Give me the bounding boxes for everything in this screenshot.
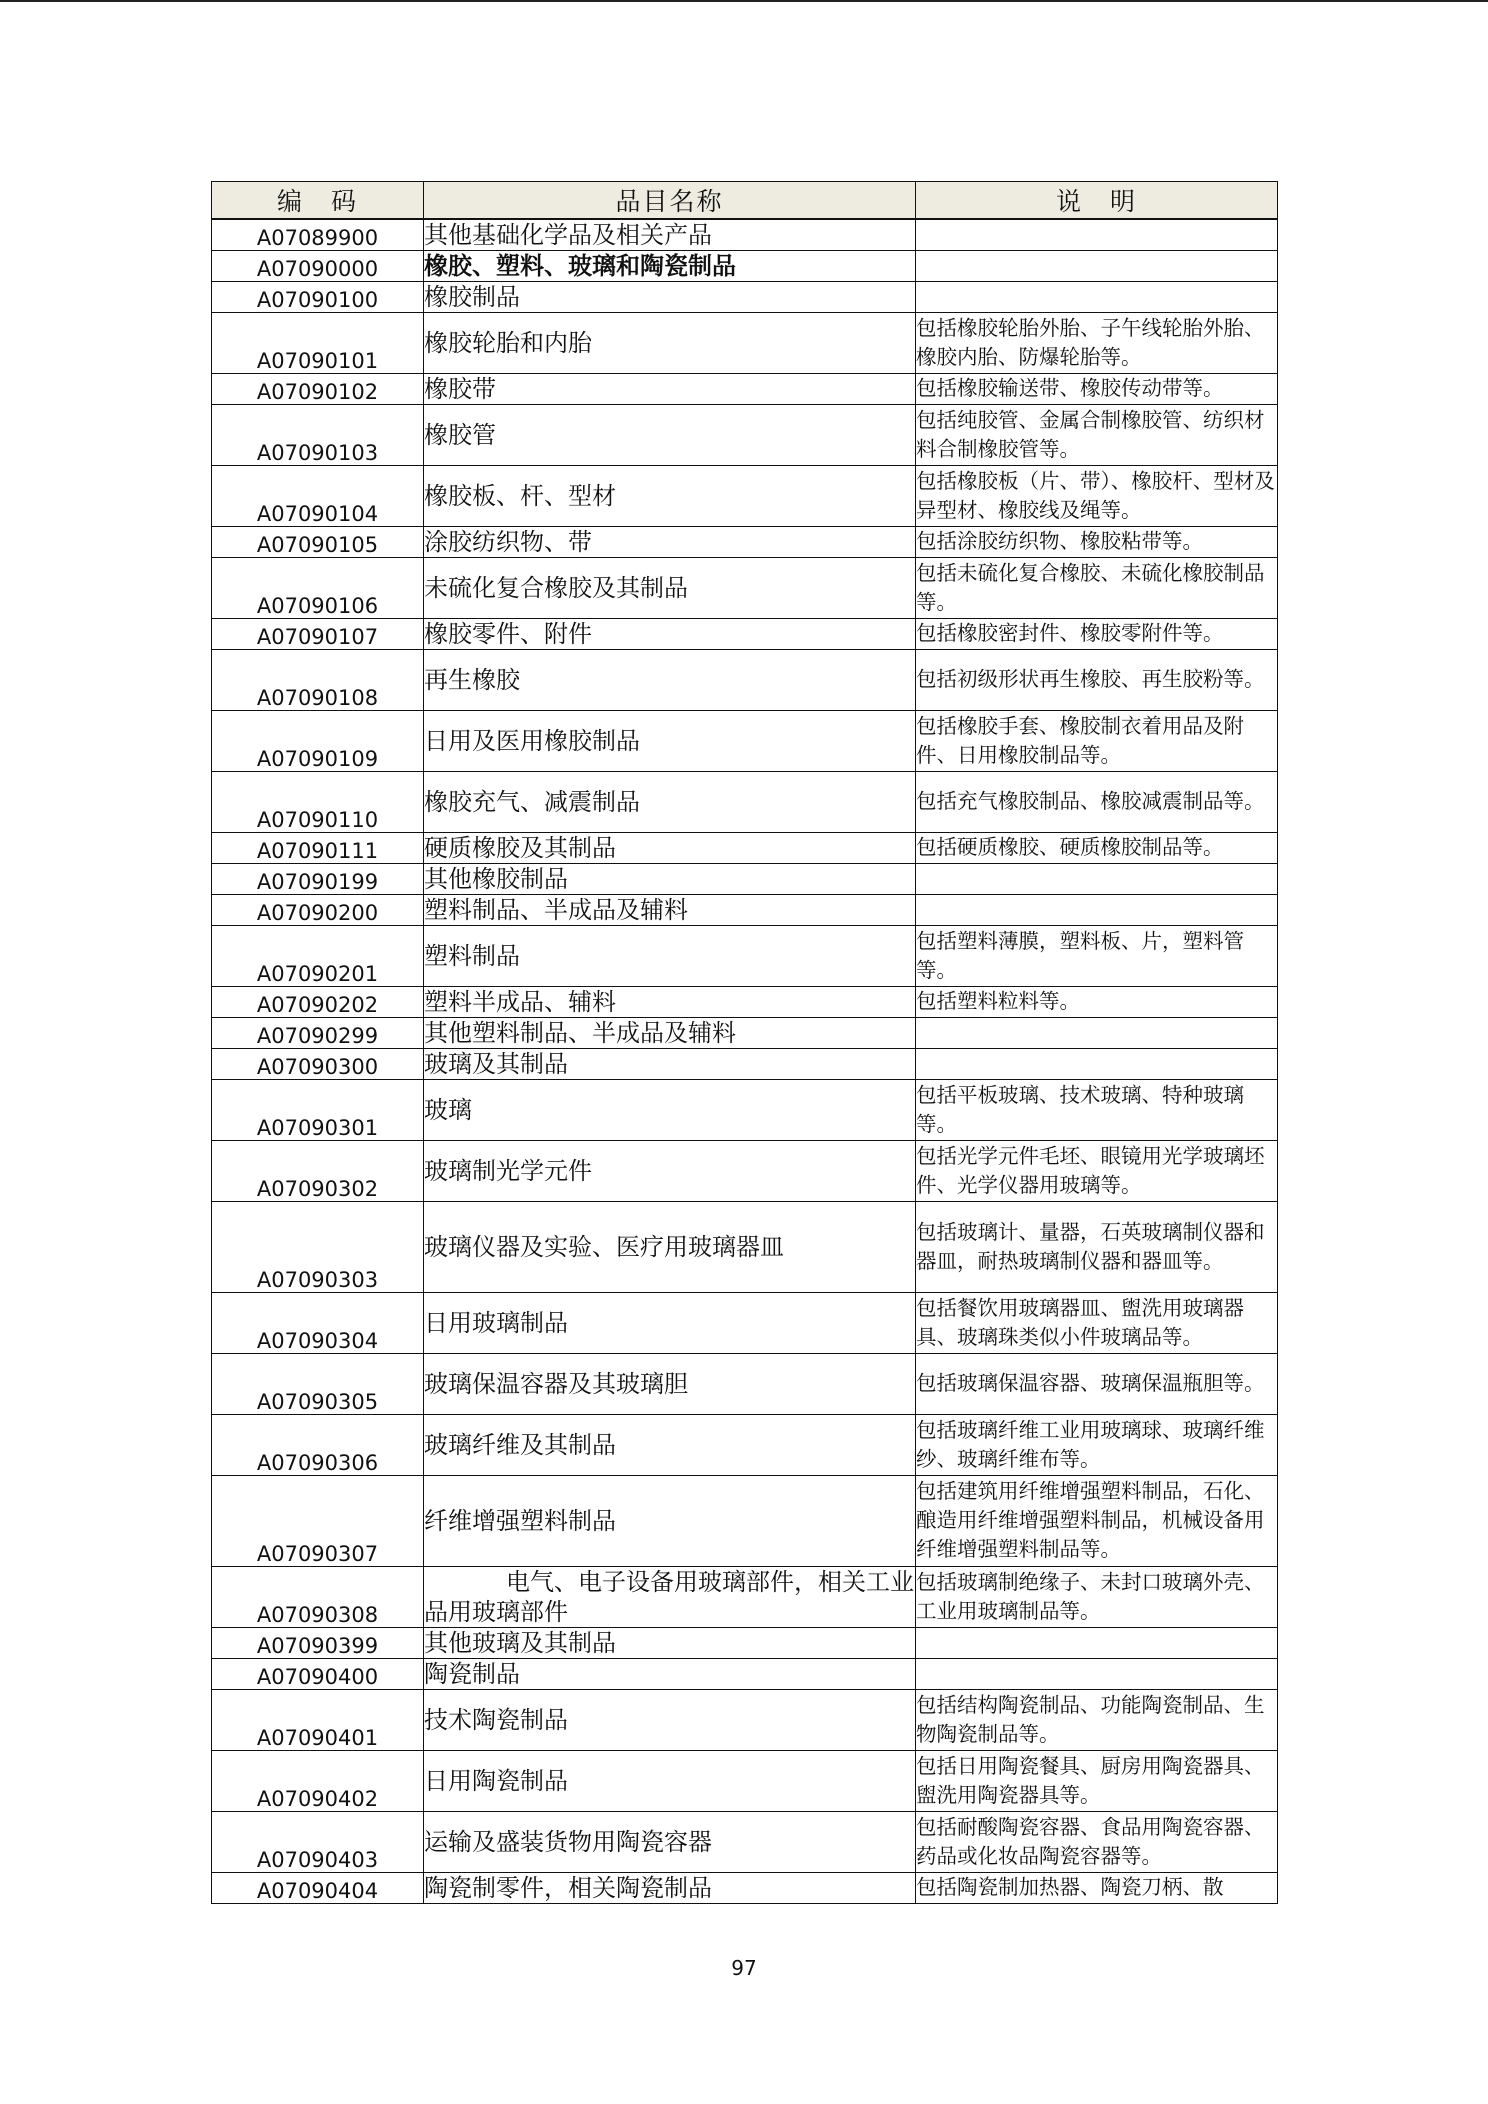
- item-name: 玻璃: [424, 1079, 916, 1140]
- item-name: 技术陶瓷制品: [424, 1689, 916, 1750]
- table-row: [212, 1140, 1278, 1201]
- item-code: A07090299: [212, 1017, 424, 1048]
- item-code: A07090202: [212, 986, 424, 1017]
- item-name: 陶瓷制品: [424, 1658, 916, 1689]
- header-note: 说 明: [916, 182, 1278, 220]
- table-body: [212, 219, 1278, 1903]
- item-name: 其他橡胶制品: [424, 863, 916, 894]
- item-note: 包括橡胶密封件、橡胶零附件等。: [916, 618, 1278, 649]
- item-code: A07090401: [212, 1689, 424, 1750]
- item-code: A07090399: [212, 1627, 424, 1658]
- item-note: 包括涂胶纺织物、橡胶粘带等。: [916, 526, 1278, 557]
- table-row: [212, 1566, 1278, 1627]
- item-note: 包括纯胶管、金属合制橡胶管、纺织材料合制橡胶管等。: [916, 404, 1278, 465]
- item-name: 纤维增强塑料制品: [424, 1475, 916, 1566]
- item-note: [916, 281, 1278, 312]
- table-row: [212, 1017, 1278, 1048]
- item-name: 玻璃保温容器及其玻璃胆: [424, 1353, 916, 1414]
- item-code: A07090104: [212, 465, 424, 526]
- item-code: A07090307: [212, 1475, 424, 1566]
- item-name: 玻璃仪器及实验、医疗用玻璃器皿: [424, 1201, 916, 1292]
- item-code: A07090103: [212, 404, 424, 465]
- table-row: [212, 557, 1278, 618]
- item-note: [916, 219, 1278, 250]
- item-name: 再生橡胶: [424, 649, 916, 710]
- item-name: 其他塑料制品、半成品及辅料: [424, 1017, 916, 1048]
- top-border-line: [0, 0, 1488, 2]
- header-name: 品目名称: [424, 182, 916, 220]
- table-header-row: [212, 182, 1278, 220]
- item-code: A07090199: [212, 863, 424, 894]
- table-row: [212, 1689, 1278, 1750]
- item-name: 玻璃及其制品: [424, 1048, 916, 1079]
- table-row: [212, 404, 1278, 465]
- item-note: 包括塑料薄膜，塑料板、片，塑料管等。: [916, 925, 1278, 986]
- table-row: [212, 986, 1278, 1017]
- page-number: 97: [731, 1956, 757, 1980]
- table-row: [212, 465, 1278, 526]
- table-row: [212, 1627, 1278, 1658]
- item-name: 日用陶瓷制品: [424, 1750, 916, 1811]
- item-code: A07090109: [212, 710, 424, 771]
- item-note: [916, 1627, 1278, 1658]
- table-row: [212, 1872, 1278, 1903]
- item-name: 未硫化复合橡胶及其制品: [424, 557, 916, 618]
- item-name: 塑料半成品、辅料: [424, 986, 916, 1017]
- item-name: 玻璃纤维及其制品: [424, 1414, 916, 1475]
- table-row: [212, 1079, 1278, 1140]
- table-row: [212, 894, 1278, 925]
- header-code: 编 码: [212, 182, 424, 220]
- item-name: 橡胶管: [424, 404, 916, 465]
- item-code: A07090306: [212, 1414, 424, 1475]
- item-note: 包括初级形状再生橡胶、再生胶粉等。: [916, 649, 1278, 710]
- item-note: 包括玻璃保温容器、玻璃保温瓶胆等。: [916, 1353, 1278, 1414]
- table-row: [212, 1353, 1278, 1414]
- item-code: A07090000: [212, 250, 424, 281]
- item-note: 包括耐酸陶瓷容器、食品用陶瓷容器、药品或化妆品陶瓷容器等。: [916, 1811, 1278, 1872]
- table-row: [212, 710, 1278, 771]
- item-note: [916, 894, 1278, 925]
- item-code: A07090302: [212, 1140, 424, 1201]
- item-code: A07090301: [212, 1079, 424, 1140]
- item-note: [916, 1048, 1278, 1079]
- table-row: [212, 219, 1278, 250]
- table-row: [212, 771, 1278, 832]
- table-row: [212, 526, 1278, 557]
- table-row: [212, 1658, 1278, 1689]
- item-note: 包括橡胶手套、橡胶制衣着用品及附件、日用橡胶制品等。: [916, 710, 1278, 771]
- table-row: [212, 250, 1278, 281]
- item-note: 包括玻璃纤维工业用玻璃球、玻璃纤维纱、玻璃纤维布等。: [916, 1414, 1278, 1475]
- item-code: A07090308: [212, 1566, 424, 1627]
- item-name: 橡胶带: [424, 373, 916, 404]
- item-name: 橡胶、塑料、玻璃和陶瓷制品: [424, 250, 916, 281]
- item-name: 硬质橡胶及其制品: [424, 832, 916, 863]
- item-note: 包括橡胶板（片、带）、橡胶杆、型材及异型材、橡胶线及绳等。: [916, 465, 1278, 526]
- item-code: A07090201: [212, 925, 424, 986]
- item-note: 包括日用陶瓷餐具、厨房用陶瓷器具、盥洗用陶瓷器具等。: [916, 1750, 1278, 1811]
- item-code: A07090101: [212, 312, 424, 373]
- table-row: [212, 1750, 1278, 1811]
- item-note: 包括结构陶瓷制品、功能陶瓷制品、生物陶瓷制品等。: [916, 1689, 1278, 1750]
- table-row: [212, 1811, 1278, 1872]
- item-name: 日用及医用橡胶制品: [424, 710, 916, 771]
- item-code: A07089900: [212, 219, 424, 250]
- table-row: [212, 1048, 1278, 1079]
- item-name: 其他基础化学品及相关产品: [424, 219, 916, 250]
- table-row: [212, 1201, 1278, 1292]
- table-row: [212, 832, 1278, 863]
- item-code: A07090400: [212, 1658, 424, 1689]
- item-name: 橡胶零件、附件: [424, 618, 916, 649]
- item-note: 包括餐饮用玻璃器皿、盥洗用玻璃器具、玻璃珠类似小件玻璃品等。: [916, 1292, 1278, 1353]
- table-row: [212, 373, 1278, 404]
- item-name: 橡胶轮胎和内胎: [424, 312, 916, 373]
- item-note: 包括建筑用纤维增强塑料制品，石化、酿造用纤维增强塑料制品，机械设备用纤维增强塑料制品等。: [916, 1475, 1278, 1566]
- item-note: 包括光学元件毛坯、眼镜用光学玻璃坯件、光学仪器用玻璃等。: [916, 1140, 1278, 1201]
- item-code: A07090304: [212, 1292, 424, 1353]
- item-code: A07090305: [212, 1353, 424, 1414]
- item-name: 运输及盛装货物用陶瓷容器: [424, 1811, 916, 1872]
- item-code: A07090110: [212, 771, 424, 832]
- item-note: 包括塑料粒料等。: [916, 986, 1278, 1017]
- item-code: A07090105: [212, 526, 424, 557]
- item-name: 电气、电子设备用玻璃部件，相关工业品用玻璃部件: [424, 1567, 914, 1626]
- table-row: [212, 925, 1278, 986]
- item-code: A07090107: [212, 618, 424, 649]
- item-name: 橡胶制品: [424, 281, 916, 312]
- item-note: 包括橡胶轮胎外胎、子午线轮胎外胎、橡胶内胎、防爆轮胎等。: [916, 312, 1278, 373]
- item-name: 其他玻璃及其制品: [424, 1627, 916, 1658]
- catalog-table: [211, 181, 1278, 1904]
- item-name: 塑料制品: [424, 925, 916, 986]
- item-code: A07090100: [212, 281, 424, 312]
- item-code: A07090300: [212, 1048, 424, 1079]
- item-note: 包括未硫化复合橡胶、未硫化橡胶制品等。: [916, 557, 1278, 618]
- item-code: A07090106: [212, 557, 424, 618]
- item-code: A07090402: [212, 1750, 424, 1811]
- item-name: 陶瓷制零件，相关陶瓷制品: [424, 1872, 916, 1903]
- table-row: [212, 649, 1278, 710]
- table-row: [212, 1292, 1278, 1353]
- item-note: [916, 863, 1278, 894]
- item-note: 包括硬质橡胶、硬质橡胶制品等。: [916, 832, 1278, 863]
- item-code: A07090102: [212, 373, 424, 404]
- table-row: [212, 312, 1278, 373]
- item-code: A07090303: [212, 1201, 424, 1292]
- item-code: A07090111: [212, 832, 424, 863]
- item-name: 橡胶充气、减震制品: [424, 771, 916, 832]
- item-name: 玻璃制光学元件: [424, 1140, 916, 1201]
- item-note: 包括玻璃制绝缘子、未封口玻璃外壳、工业用玻璃制品等。: [916, 1566, 1278, 1627]
- item-code: A07090200: [212, 894, 424, 925]
- table-row: [212, 281, 1278, 312]
- item-name: 橡胶板、杆、型材: [424, 465, 916, 526]
- item-note: [916, 1017, 1278, 1048]
- table-row: [212, 1414, 1278, 1475]
- item-name: 涂胶纺织物、带: [424, 526, 916, 557]
- item-name: 日用玻璃制品: [424, 1292, 916, 1353]
- item-note: 包括玻璃计、量器，石英玻璃制仪器和器皿，耐热玻璃制仪器和器皿等。: [916, 1201, 1278, 1292]
- item-note: 包括橡胶输送带、橡胶传动带等。: [916, 373, 1278, 404]
- table-row: [212, 1475, 1278, 1566]
- item-code: A07090404: [212, 1872, 424, 1903]
- item-name: 塑料制品、半成品及辅料: [424, 894, 916, 925]
- item-note: 包括充气橡胶制品、橡胶减震制品等。: [916, 771, 1278, 832]
- item-note: 包括陶瓷制加热器、陶瓷刀柄、散: [916, 1872, 1278, 1903]
- table-row: [212, 863, 1278, 894]
- table-row: [212, 618, 1278, 649]
- item-note: [916, 250, 1278, 281]
- item-note: [916, 1658, 1278, 1689]
- item-note: 包括平板玻璃、技术玻璃、特种玻璃等。: [916, 1079, 1278, 1140]
- item-code: A07090403: [212, 1811, 424, 1872]
- item-code: A07090108: [212, 649, 424, 710]
